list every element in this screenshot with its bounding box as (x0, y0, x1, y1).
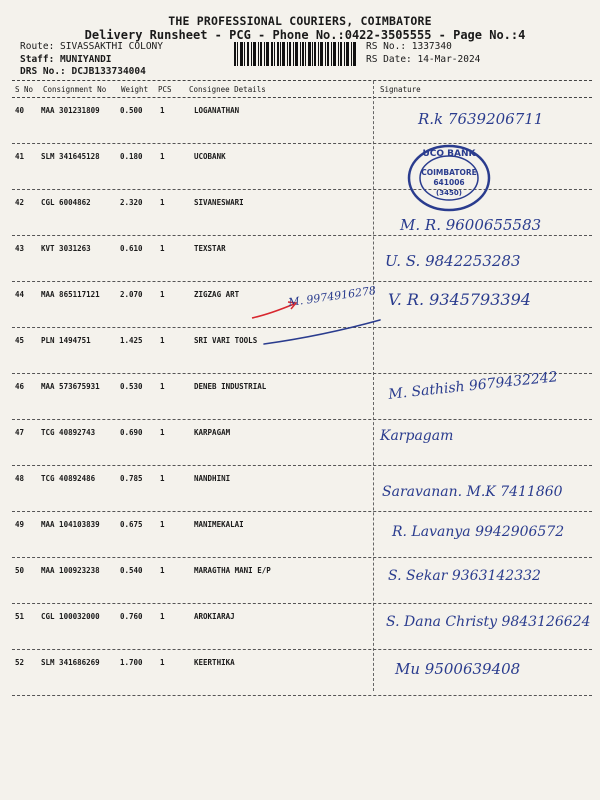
row-consignee: MANIMEKALAI (194, 520, 244, 529)
col-header-weight: Weight (121, 85, 149, 94)
row-pcs: 1 (160, 658, 165, 667)
row-pcs: 1 (160, 244, 165, 253)
row-consignee: AROKIARAJ (194, 612, 235, 621)
handwriting-row-48: Saravanan. M.K 7411860 (382, 484, 563, 500)
meta-left (20, 41, 163, 79)
row-pcs: 1 (160, 198, 165, 207)
handwriting-row-40: R.k 7639206711 (418, 110, 544, 128)
row-consignee: SRI VARI TOOLS (194, 336, 258, 345)
row-weight: 0.785 (120, 474, 143, 483)
row-consignee: NANDHINI (194, 474, 231, 483)
row-weight: 0.675 (120, 520, 143, 529)
row-separator (12, 695, 592, 696)
row-weight: 0.760 (120, 612, 143, 621)
rs-no-text: RS No.: 1337340 (366, 41, 452, 52)
meta-right (366, 41, 480, 66)
svg-text:641006: 641006 (433, 178, 465, 187)
row-pcs: 1 (160, 336, 165, 345)
row-sno: 44 (15, 290, 25, 299)
row-weight: 0.500 (120, 106, 143, 115)
handwriting-row-50: S. Sekar 9363142332 (388, 568, 541, 584)
col-header-signature: Signature (380, 85, 421, 94)
row-consignee: SIVANESWARI (194, 198, 244, 207)
row-consignee: DENEB INDUSTRIAL (194, 382, 267, 391)
row-sno: 52 (15, 658, 25, 667)
handwriting-row-43: U. S. 9842253283 (385, 252, 521, 270)
row-pcs: 1 (160, 474, 165, 483)
row-consignment-no: TCG 40892743 (41, 428, 96, 437)
row-sno: 43 (15, 244, 25, 253)
handwriting-row-44-side: M. 9974916278 (287, 283, 377, 310)
rs-date-text: RS Date: 14-Mar-2024 (366, 53, 481, 65)
row-sno: 41 (15, 152, 25, 161)
row-weight: 0.540 (120, 566, 143, 575)
row-sno: 50 (15, 566, 25, 575)
row-consignment-no: CGL 6004862 (41, 198, 91, 207)
col-header-consignee: Consignee Details (189, 85, 266, 94)
document-title: THE PROFESSIONAL COURIERS, COIMBATORE (168, 14, 432, 28)
row-consignment-no: MAA 573675931 (41, 382, 100, 391)
row-consignee: KARPAGAM (194, 428, 231, 437)
row-consignment-no: MAA 104103839 (41, 520, 100, 529)
row-pcs: 1 (160, 428, 165, 437)
row-weight: 0.530 (120, 382, 143, 391)
drs-text: DRS No.: DCJB133734004 (20, 66, 146, 77)
row-sno: 49 (15, 520, 25, 529)
row-consignee: LOGANATHAN (194, 106, 240, 115)
row-pcs: 1 (160, 290, 165, 299)
row-sno: 47 (15, 428, 25, 437)
ink-underline-stroke (262, 318, 382, 348)
handwriting-row-42: M. R. 9600655583 (400, 216, 542, 234)
ucobank-stamp (404, 142, 494, 214)
row-consignment-no: PLN 1494751 (41, 336, 91, 345)
row-consignment-no: CGL 100032000 (41, 612, 100, 621)
svg-text:UCO BANK: UCO BANK (422, 149, 476, 159)
handwriting-row-49: R. Lavanya 9942906572 (392, 524, 565, 540)
table-row (0, 144, 600, 190)
handwriting-row-47: Karpagam (380, 428, 454, 444)
row-weight: 1.425 (120, 336, 143, 345)
row-consignment-no: TCG 40892486 (41, 474, 96, 483)
handwriting-row-46: M. Sathish 9679432242 (387, 369, 559, 403)
row-pcs: 1 (160, 152, 165, 161)
row-weight: 0.180 (120, 152, 143, 161)
row-pcs: 1 (160, 520, 165, 529)
header-rule-top (12, 80, 592, 81)
row-consignee: TEXSTAR (194, 244, 226, 253)
row-consignee: MARAGTHA MANI E/P (194, 566, 271, 575)
col-header-pcs: PCS (158, 85, 172, 94)
handwriting-row-51: S. Dana Christy 9843126624 (386, 614, 591, 630)
row-consignment-no: SLM 341645128 (41, 152, 100, 161)
handwriting-row-45: V. R. 9345793394 (388, 290, 531, 309)
col-header-sno: S No (15, 85, 34, 94)
row-consignment-no: MAA 865117121 (41, 290, 100, 299)
row-consignee: ZIGZAG ART (194, 290, 240, 299)
row-sno: 42 (15, 198, 25, 207)
row-weight: 2.070 (120, 290, 143, 299)
row-sno: 51 (15, 612, 25, 621)
staff-text: Staff: MUNIYANDI (20, 53, 112, 65)
svg-text:COIMBATORE: COIMBATORE (421, 168, 477, 177)
row-weight: 2.320 (120, 198, 143, 207)
handwriting-row-52: Mu 9500639408 (395, 660, 521, 678)
row-sno: 46 (15, 382, 25, 391)
row-weight: 1.700 (120, 658, 143, 667)
row-consignment-no: MAA 100923238 (41, 566, 100, 575)
svg-text:(3450): (3450) (436, 189, 462, 197)
row-sno: 48 (15, 474, 25, 483)
row-sno: 40 (15, 106, 25, 115)
table-row (0, 420, 600, 466)
row-pcs: 1 (160, 382, 165, 391)
row-weight: 0.690 (120, 428, 143, 437)
document-subtitle: Delivery Runsheet - PCG - Phone No.:0422-3505555 - Page No.:4 (84, 28, 526, 42)
row-pcs: 1 (160, 566, 165, 575)
row-sno: 45 (15, 336, 25, 345)
row-consignment-no: MAA 301231809 (41, 106, 100, 115)
row-pcs: 1 (160, 106, 165, 115)
route-text: Route: SIVASSAKTHI COLONY (20, 41, 163, 52)
row-consignee: UCOBANK (194, 152, 226, 161)
row-weight: 0.610 (120, 244, 143, 253)
row-pcs: 1 (160, 612, 165, 621)
barcode (234, 42, 356, 66)
row-consignment-no: KVT 3031263 (41, 244, 91, 253)
row-consignment-no: SLM 341686269 (41, 658, 100, 667)
col-header-consignment: Consignment No (43, 85, 107, 94)
row-consignee: KEERTHIKA (194, 658, 235, 667)
